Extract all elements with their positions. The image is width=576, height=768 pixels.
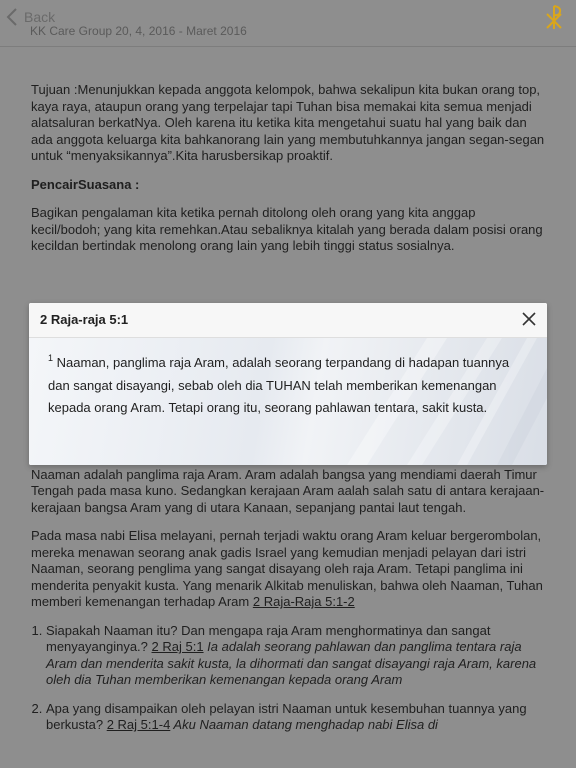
question-list (31, 623, 546, 734)
verse-text-block (48, 352, 528, 420)
scripture-link[interactable]: 2 Raj 5:1 (151, 639, 204, 654)
paragraph-elisa-text: Pada masa nabi Elisa melayani, pernah terjadi waktu orang Aram keluar bergerombolan, mereka menawan seorang anak gadis Israel yang kemudian menjadi pelayan dari istri Naaman, seorang penglima yang sangat disayang oleh raja Aram. Tetapi panglima ini menderita penyakit kusta. Yang menarik Alkitab menuliskan, bahwa oleh Naaman, Tuhan memberi kemenangan terhadap Aram (31, 528, 543, 609)
paragraph-elisa (31, 528, 546, 611)
close-icon[interactable] (521, 311, 537, 327)
paragraph-naaman: Naaman adalah panglima raja Aram. Aram adalah bangsa yang mendiami daerah Timur Tengah pada masa kuno. Sedangkan kerajaan Aram aalah salah satu di antara kerajaan-kerajaan bangsa Aram yang di utara Kanaan, sepanjang pantai laut tengah. (31, 466, 545, 515)
paragraph-tujuan: Tujuan :Menunjukkan kepada anggota kelompok, bahwa sekalipun kita bukan orang top, kaya raya, ataupun orang yang terpelajar tapi Tuhan bisa memakai kita semua menjadi alatsaluran berkatNya. Oleh karena itu ketika kita mengetahui suatu hal yang baik dan ada anggota keluarga kita bahkanorang lain yang membutuhkannya jangan segan-segan untuk “menyaksikannya”.Kita harusbersikap proaktif. (31, 82, 545, 163)
page-subtitle: KK Care Group 20, 4, 2016 - Maret 2016 (30, 24, 247, 38)
popup-title: 2 Raja-raja 5:1 (40, 312, 129, 327)
popup-body (29, 338, 547, 465)
section-heading: PencairSuasana : (31, 176, 140, 192)
question-text: Siapakah Naaman itu? Dan mengapa raja Aram menghormatinya dan sangat menyayanginya.? (46, 622, 491, 654)
list-item (46, 701, 546, 734)
question-answer: Ia adalah seorang pahlawan dan panglima tentara raja Aram dan menderita sakit kusta, la dihormati dan sangat disayangi raja Aram, karena oleh dia Tuhan memberikan kemenangan kepada orang Aram (46, 639, 537, 687)
back-label: Back (24, 9, 56, 25)
chevron-left-icon (6, 8, 18, 26)
verse-text: Naaman, panglima raja Aram, adalah seorang terpandang di hadapan tuannya dan sangat disayangi, sebab oleh dia TUHAN telah memberikan kemenangan kepada orang Aram. Tetapi orang itu, seorang pahlawan tentara, sakit kusta. (48, 355, 510, 415)
scripture-link[interactable]: 2 Raj 5:1-4 (106, 717, 171, 732)
top-navigation-bar (0, 0, 576, 47)
chi-rho-icon[interactable] (544, 4, 564, 30)
question-text: Apa yang disampaikan oleh pelayan istri Naaman untuk kesembuhan tuannya yang berkusta? (46, 700, 527, 732)
verse-popup (29, 303, 547, 465)
popup-header (29, 303, 547, 338)
verse-number: 1 (48, 353, 54, 363)
paragraph-pencair: Bagikan pengalaman kita ketika pernah ditolong oleh orang yang kita anggap kecil/bodoh; yang kita remehkan.Atau sebaliknya kitalah yang berada dalam posisi orang kecildan bertindak menolong orang lain yang lebih tinggi status sosialnya. (31, 205, 543, 253)
question-answer: Aku Naaman datang menghadap nabi Elisa di (170, 717, 438, 732)
scripture-link[interactable]: 2 Raja-Raja 5:1-2 (252, 594, 355, 609)
list-item (46, 623, 546, 689)
